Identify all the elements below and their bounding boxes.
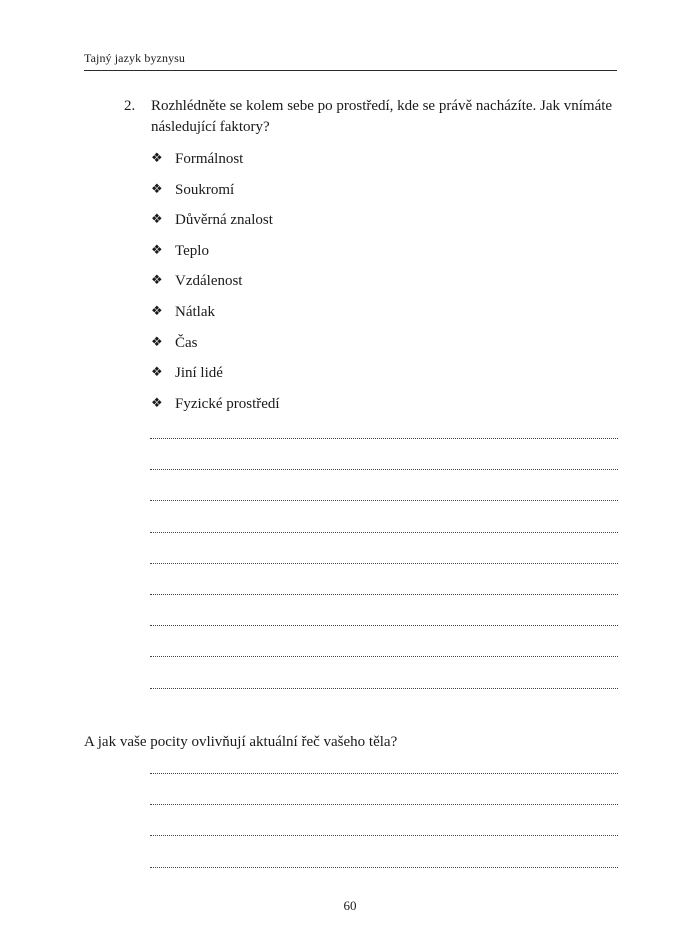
answer-lines-follow-up bbox=[150, 773, 618, 898]
list-item bbox=[151, 333, 280, 364]
list-item bbox=[151, 241, 280, 272]
diamond-bullet-icon: ❖ bbox=[151, 273, 163, 289]
answer-line bbox=[150, 563, 618, 564]
list-item bbox=[151, 210, 280, 241]
question-text: Rozhlédněte se kolem sebe po prostředí, kde se právě nacházíte. Jak vnímáte následující faktory? bbox=[151, 98, 613, 135]
header-rule bbox=[84, 70, 617, 71]
list-item bbox=[151, 149, 280, 180]
question-2 bbox=[124, 96, 624, 138]
answer-line bbox=[150, 594, 618, 595]
question-number: 2. bbox=[124, 98, 136, 114]
page-number: 60 bbox=[343, 898, 357, 913]
diamond-bullet-icon: ❖ bbox=[151, 242, 163, 258]
factor-label: Vzdálenost bbox=[175, 273, 243, 290]
diamond-bullet-icon: ❖ bbox=[151, 212, 163, 228]
answer-line bbox=[150, 469, 618, 470]
factor-label: Fyzické prostředí bbox=[175, 395, 280, 412]
diamond-bullet-icon: ❖ bbox=[151, 151, 163, 166]
factor-label: Důvěrná znalost bbox=[175, 212, 273, 229]
answer-line bbox=[150, 688, 618, 689]
factor-label: Nátlak bbox=[175, 303, 215, 320]
answer-line bbox=[150, 773, 618, 774]
list-item bbox=[151, 363, 280, 394]
list-item bbox=[151, 302, 280, 333]
answer-line bbox=[150, 438, 618, 439]
answer-line bbox=[150, 804, 618, 805]
answer-line bbox=[150, 656, 618, 657]
diamond-bullet-icon: ❖ bbox=[151, 395, 163, 411]
follow-up-question: A jak vaše pocity ovlivňují aktuální řeč vašeho těla? bbox=[84, 734, 398, 750]
answer-lines-question-2 bbox=[150, 438, 618, 719]
factor-label: Teplo bbox=[175, 242, 209, 259]
factor-label: Soukromí bbox=[175, 181, 235, 198]
list-item bbox=[151, 180, 280, 211]
factor-label: Formálnost bbox=[175, 151, 244, 167]
answer-line bbox=[150, 500, 618, 501]
factor-list bbox=[151, 149, 280, 424]
list-item bbox=[151, 271, 280, 302]
running-header: Tajný jazyk byznysu bbox=[84, 51, 186, 65]
answer-line bbox=[150, 532, 618, 533]
factor-label: Jiní lidé bbox=[175, 365, 223, 382]
diamond-bullet-icon: ❖ bbox=[151, 303, 163, 319]
diamond-bullet-icon: ❖ bbox=[151, 365, 163, 381]
diamond-bullet-icon: ❖ bbox=[151, 181, 163, 197]
factor-label: Čas bbox=[175, 334, 198, 351]
answer-line bbox=[150, 835, 618, 836]
answer-line bbox=[150, 867, 618, 868]
list-item bbox=[151, 394, 280, 425]
answer-line bbox=[150, 625, 618, 626]
diamond-bullet-icon: ❖ bbox=[151, 334, 163, 350]
